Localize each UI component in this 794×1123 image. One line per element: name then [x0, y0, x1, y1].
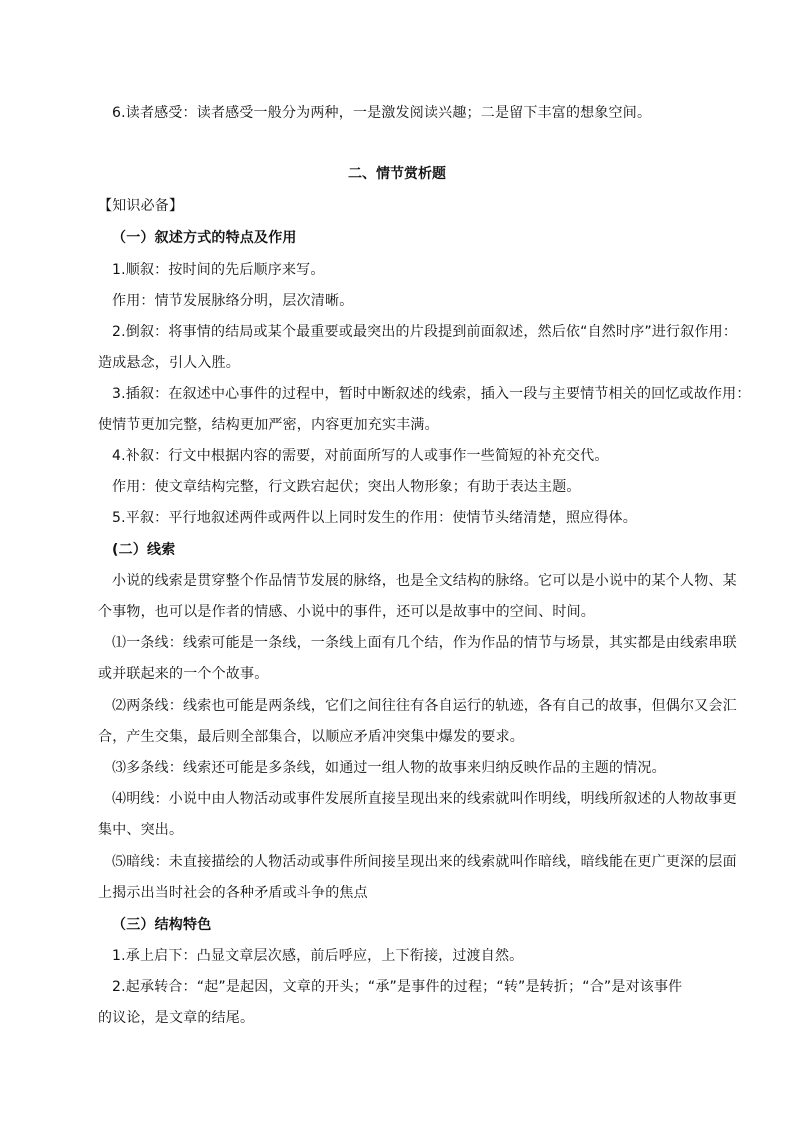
paragraph-line: 的议论，是文章的结尾。 — [98, 1010, 255, 1026]
subsection-title-clue: (二）线索 — [112, 542, 176, 558]
paragraph-line: 4.补叙：行文中根据内容的需要，对前面所写的人或事作一些简短的补充交代。 — [112, 448, 609, 464]
paragraph-line: 使情节更加完整，结构更加严密，内容更加充实丰满。 — [98, 417, 439, 433]
paragraph-line: 5.平叙：平行地叙述两件或两件以上同时发生的作用：使情节头绪清楚，照应得体。 — [112, 510, 637, 526]
paragraph-line: 上揭示出当时社会的各种矛盾或斗争的焦点 — [98, 885, 368, 901]
paragraph-line: 2.倒叙：将事情的结局或某个最重要或最突出的片段提到前面叙述，然后依“自然时序”进行叙作用： — [112, 324, 738, 340]
paragraph-line: 3.插叙：在叙述中心事件的过程中，暂时中断叙述的线索，插入一段与主要情节相关的回忆或故作用： — [112, 386, 751, 402]
paragraph-line: 小说的线索是贯穿整个作品情节发展的脉络，也是全文结构的脉络。它可以是小说中的某个人物、某 — [112, 573, 737, 589]
paragraph-line: 1.承上启下：凸显文章层次感，前后呼应，上下衔接，过渡自然。 — [112, 948, 524, 964]
paragraph-line: 或并联起来的一个个故事。 — [98, 666, 269, 682]
paragraph-line: ⑸暗线：未直接描绘的人物活动或事件所间接呈现出来的线索就叫作暗线，暗线能在更广更深的层面 — [112, 854, 737, 870]
paragraph-line: 作用：情节发展脉络分明，层次清晰。 — [112, 293, 354, 309]
paragraph-line: 1.顺叙：按时间的先后顺序来写。 — [112, 262, 325, 278]
paragraph-line: ⑶多条线：线索还可能是多条线，如通过一组人物的故事来归纳反映作品的主题的情况。 — [112, 760, 666, 776]
paragraph-line: ⑴一条线：线索可能是一条线，一条线上面有几个结，作为作品的情节与场景，其实都是由线索串联 — [112, 635, 737, 651]
paragraph-line: 个事物，也可以是作者的情感、小说中的事件，还可以是故事中的空间、时间。 — [98, 604, 595, 620]
paragraph-line: ⑵两条线：线索也可能是两条线，它们之间往往有各自运行的轨迹，各有自己的故事，但偶尔又会汇 — [112, 698, 737, 714]
paragraph-line: 作用：使文章结构完整，行文跌宕起伏；突出人物形象；有助于表达主题。 — [112, 479, 581, 495]
paragraph-line: 集中、突出。 — [98, 822, 184, 838]
paragraph-line: 2.起承转合：“起”是起因，文章的开头；“承”是事件的过程；“转”是转折；“合”是对该事件 — [112, 979, 683, 995]
knowledge-header: 【知识必备】 — [98, 198, 184, 214]
paragraph-reader-feeling: 6.读者感受：读者感受一般分为两种，一是激发阅读兴趣；二是留下丰富的想象空间。 — [112, 105, 652, 121]
subsection-title-structure: （三）结构特色 — [112, 917, 212, 933]
section-title: 二、情节赏析题 — [348, 166, 446, 182]
paragraph-line: 造成悬念，引人入胜。 — [98, 355, 240, 371]
paragraph-line: ⑷明线：小说中由人物活动或事件发展所直接呈现出来的线索就叫作明线，明线所叙述的人物故事更 — [112, 791, 737, 807]
subsection-title-narration: （一）叙述方式的特点及作用 — [112, 230, 297, 246]
paragraph-line: 合，产生交集，最后则全部集合，以顺应矛盾冲突集中爆发的要求。 — [98, 729, 524, 745]
